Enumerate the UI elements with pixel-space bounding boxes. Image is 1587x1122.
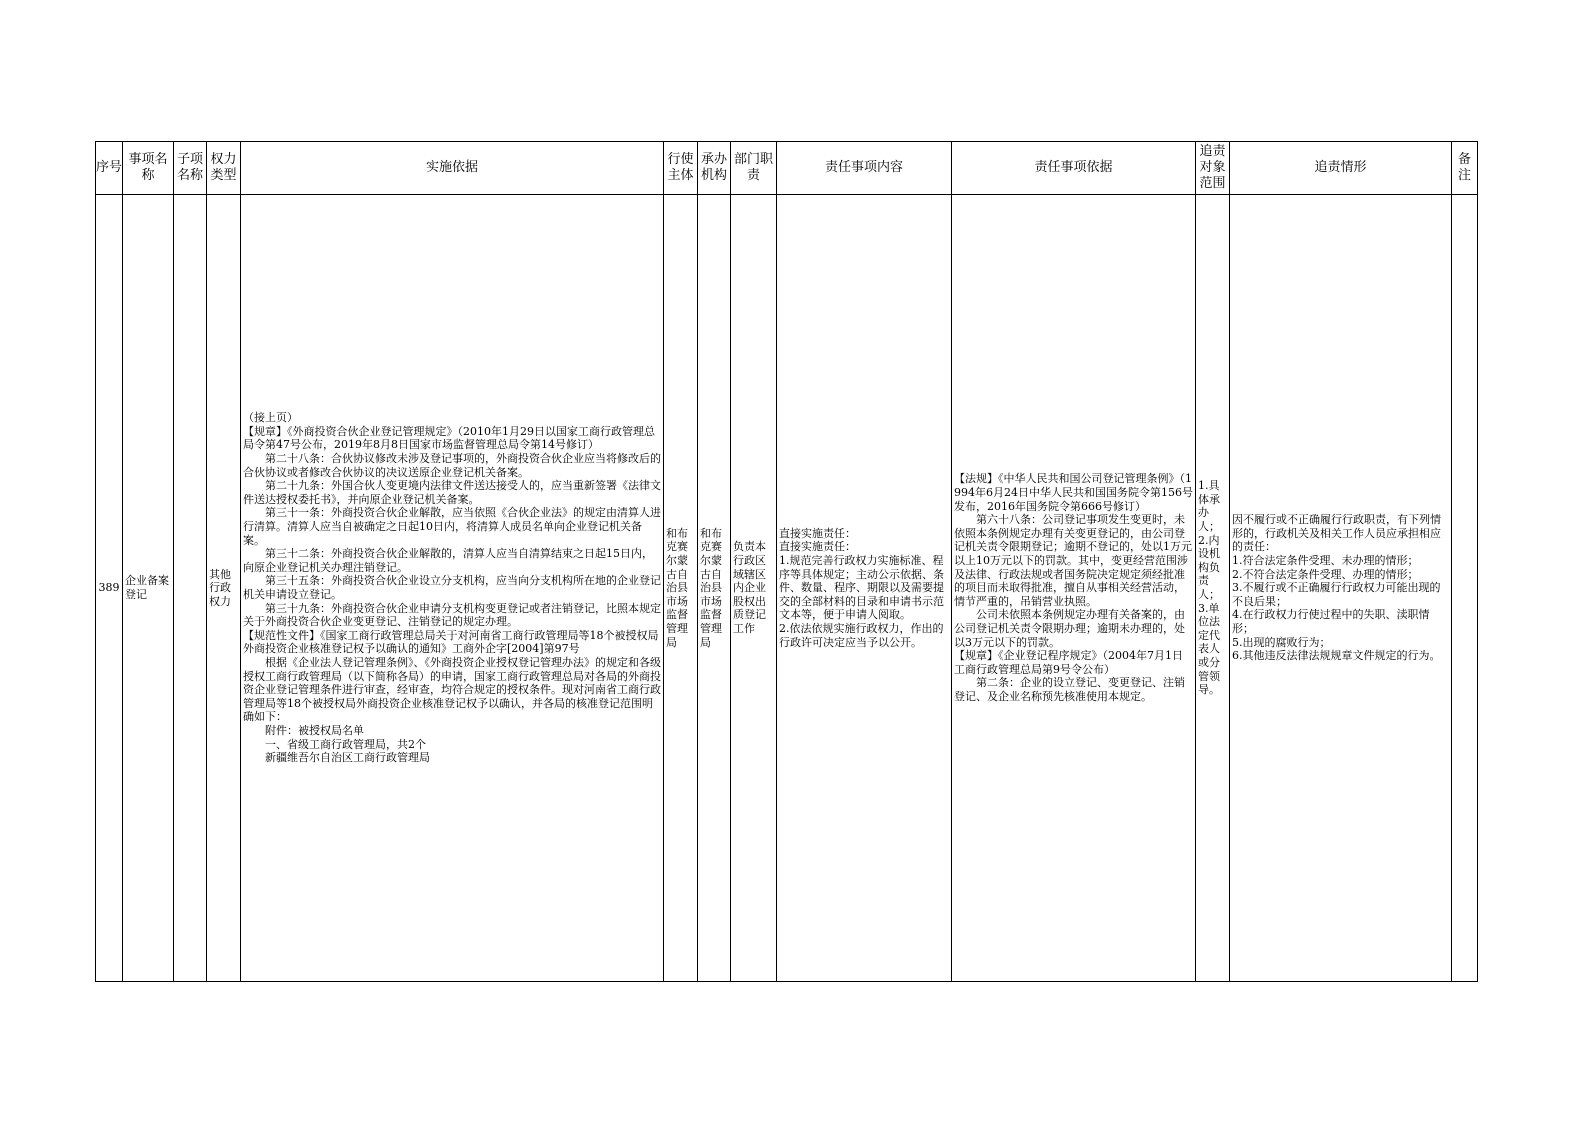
- sub-name-value: [174, 587, 206, 589]
- account-scope-item: 1.具体承办人；: [1198, 479, 1220, 534]
- cell-remark: [1452, 195, 1478, 982]
- cell-subject: [664, 195, 698, 982]
- basis-paragraph: 第二十九条：外国合伙人变更境内法律文件送达接受人的，应当重新签署《法律文件送达授权委托书》，并向原企业登记机关备案。: [243, 479, 661, 506]
- basis-paragraph: 附件：被授权局名单: [243, 723, 364, 737]
- basis-paragraph: 第三十一条：外商投资合伙企业解散，应当依照《合伙企业法》的规定由清算人进行清算。清算人应当自被确定之日起10日内，将清算人成员名单向企业登记机关备案。: [243, 506, 661, 547]
- cell-account-case: [1230, 195, 1452, 982]
- basis-paragraph: 第二十八条：合伙协议修改未涉及登记事项的，外商投资合伙企业应当将修改后的合伙协议或者修改合伙协议的决议送原企业登记机关备案。: [243, 452, 661, 479]
- header-account-case: 追责情形: [1230, 142, 1452, 195]
- basis-paragraph: 【规章】《外商投资合伙企业登记管理规定》（2010年1月29日以国家工商行政管理总局令第47号公布，2019年8月8日国家市场监督管理总局令第14号修订）: [243, 424, 655, 452]
- account-scope-item: 2.内设机构负责人；: [1198, 533, 1220, 601]
- basis-paragraph: 一、省级工商行政管理局，共2个: [243, 737, 426, 751]
- resp-content-paragraph: 直接实施责任：: [779, 540, 856, 554]
- header-agency: 承办机构: [698, 142, 731, 195]
- account-case-item: 2.不符合法定条件受理、办理的情形；: [1232, 567, 1419, 581]
- basis-paragraph: 根据《企业法人登记管理条例》、《外商投资企业授权登记管理办法》的规定和各级授权工商行政管理局（以下简称各局）的申请，国家工商行政管理总局对各局的外商投资企业登记管理条件进行审查，经审查，均符合规定的授权条件。现对河南省工商行政管理局等18个被授权局外商投资企业核准登记权予以确认，并各局的核准登记范围明确如下：: [243, 655, 661, 724]
- cell-dept-duty: [731, 195, 777, 982]
- resp-basis-paragraph: 【规章】《企业登记程序规定》（2004年7月1日工商行政管理总局第9号令公布）: [954, 649, 1183, 676]
- table-row: [96, 195, 1478, 982]
- agency-value: 和布克赛尔蒙古自治县市场监督管理局: [700, 526, 722, 649]
- cell-basis: [241, 195, 664, 982]
- basis-paragraph: 第三十五条：外商投资合伙企业设立分支机构，应当向分支机构所在地的企业登记机关申请设立登记。: [243, 574, 661, 601]
- basis-paragraph: 【规范性文件】《国家工商行政管理总局关于对河南省工商行政管理局等18个被授权局外商投资企业核准登记权予以确认的通知》工商外企字[2004]第97号: [243, 628, 659, 656]
- header-account-scope: 追责对象范围: [1196, 142, 1230, 195]
- resp-basis-paragraph: 公司未依照本条例规定办理有关备案的，由公司登记机关责令限期办理；逾期未办理的，处以3万元以下的罚款。: [954, 608, 1185, 649]
- resp-content-paragraph: 2.依法依规实施行政权力，作出的行政许可决定应当予以公开。: [779, 621, 944, 649]
- dept-duty-value: 负责本行政区域辖区内企业股权出质登记工作: [733, 540, 766, 635]
- duty-list-table: [95, 141, 1478, 982]
- power-type-value: 其他行政权力: [209, 567, 231, 608]
- header-subject: 行使主体: [664, 142, 698, 195]
- resp-basis-paragraph: 第六十八条：公司登记事项发生变更时，未依照本条例规定办理有关变更登记的，由公司登记机关责令限期登记；逾期不登记的，处以1万元以上10万元以下的罚款。其中，变更经营范围涉及法律、行政法规或者国务院决定规定须经批准的项目而未取得批准，擅自从事相关经营活动，情节严重的，吊销营业执照。: [954, 513, 1192, 608]
- subject-value: 和布克赛尔蒙古自治县市场监督管理局: [666, 526, 688, 649]
- account-scope-text: [1196, 478, 1229, 698]
- account-case-item: 6.其他违反法律法规规章文件规定的行为。: [1232, 649, 1441, 663]
- header-power-type: 权力类型: [207, 142, 241, 195]
- cell-item-name: [123, 195, 174, 982]
- basis-paragraph: 第三十二条：外商投资合伙企业解散的，清算人应当自清算结束之日起15日内，向原企业登记机关办理注销登记。: [243, 547, 653, 574]
- remark-value: [1452, 587, 1477, 589]
- header-seq: 序号: [96, 142, 123, 195]
- header-row: [96, 142, 1478, 195]
- resp-content-paragraph: 直接实施责任：: [779, 526, 856, 540]
- header-item-name: 事项名称: [123, 142, 174, 195]
- account-case-item: 3.不履行或不正确履行行政权力可能出现的不良后果；: [1232, 581, 1441, 608]
- cell-resp-basis: [952, 195, 1196, 982]
- resp-basis-text: [952, 471, 1195, 704]
- header-remark: 备注: [1452, 142, 1478, 195]
- basis-paragraph: 新疆维吾尔自治区工商行政管理局: [243, 751, 430, 765]
- item-name-value: 企业备案登记: [125, 574, 169, 601]
- cell-resp-content: [777, 195, 952, 982]
- header-sub-name: 子项名称: [174, 142, 207, 195]
- cell-account-scope: [1196, 195, 1230, 982]
- header-basis: 实施依据: [241, 142, 664, 195]
- account-case-text: [1230, 512, 1451, 664]
- account-case-item: 4.在行政权力行使过程中的失职、渎职情形；: [1232, 608, 1430, 635]
- account-scope-item: 3.单位法定代表人或分管领导。: [1198, 601, 1220, 697]
- resp-basis-paragraph: 【法规】《中华人民共和国公司登记管理条例》（1994年6月24日中华人民共和国国务院令第156号发布，2016年国务院令第666号修订）: [954, 472, 1193, 513]
- header-resp-content: 责任事项内容: [777, 142, 952, 195]
- account-case-item: 因不履行或不正确履行行政职责，有下列情形的，行政机关及相关工作人员应承担相应的责任：: [1232, 513, 1441, 554]
- cell-power-type: [207, 195, 241, 982]
- basis-text: [241, 410, 663, 765]
- header-resp-basis: 责任事项依据: [952, 142, 1196, 195]
- basis-paragraph: 第三十九条：外商投资合伙企业申请分支机构变更登记或者注销登记，比照本规定关于外商投资合伙企业变更登记、注销登记的规定办理。: [243, 601, 661, 629]
- cell-agency: [698, 195, 731, 982]
- basis-paragraph: （接上页）: [243, 411, 298, 425]
- cell-sub-name: [174, 195, 207, 982]
- resp-content-text: [777, 526, 951, 650]
- account-case-item: 1.符合法定条件受理、未办理的情形；: [1232, 554, 1419, 568]
- cell-seq: [96, 195, 123, 982]
- resp-content-paragraph: 1.规范完善行政权力实施标准、程序等具体规定；主动公示依据、条件、数量、程序、期限以及需要提交的全部材料的目录和申请书示范文本等，便于申请人阅取。: [779, 554, 944, 622]
- account-case-item: 5.出现的腐败行为；: [1232, 635, 1331, 649]
- resp-basis-paragraph: 第二条：企业的设立登记、变更登记、注销登记、及企业名称预先核准使用本规定。: [954, 676, 1185, 703]
- header-dept-duty: 部门职责: [731, 142, 777, 195]
- seq-value: 389: [98, 581, 120, 595]
